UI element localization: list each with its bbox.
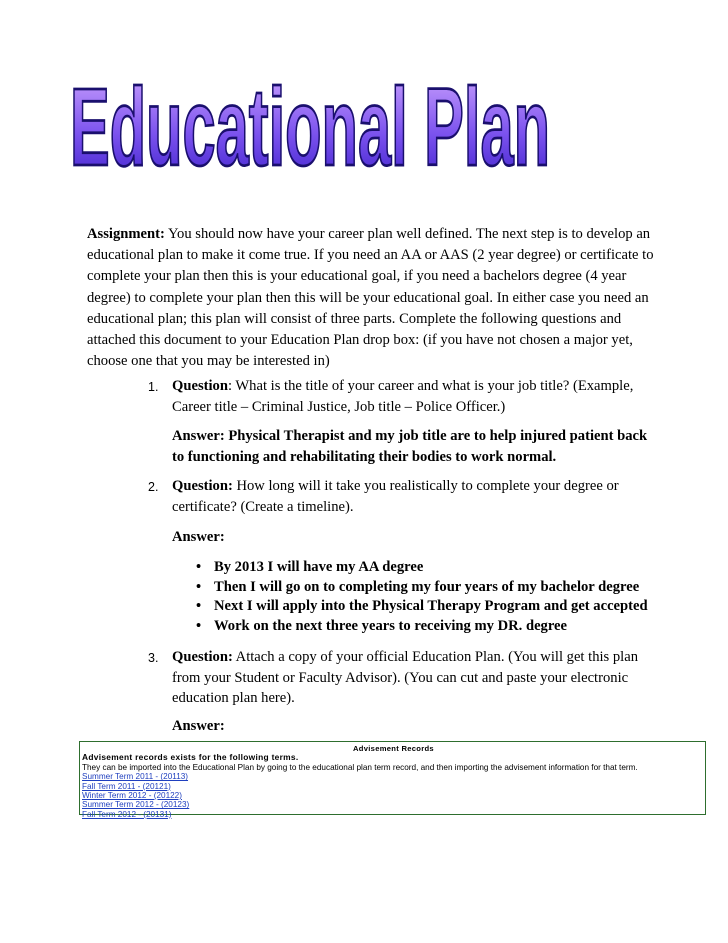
term-link[interactable]: Summer Term 2012 - (20123) bbox=[82, 800, 190, 810]
answer-1: Answer: Physical Therapist and my job title are to help injured patient back to functioning and rehabilitating their bodies to work normal. bbox=[172, 428, 648, 465]
question-2-text: How long will it take you realistically to complete your degree or certificate? (Create a timeline). bbox=[172, 478, 619, 515]
list-item-text: Then I will go on to completing my four years of my bachelor degree bbox=[214, 578, 640, 595]
list-item bbox=[196, 597, 676, 617]
question-2 bbox=[148, 476, 658, 517]
question-3-text: Attach a copy of your official Education Plan. (You will get this plan from your Student or Faculty Advisor). (You can cut and paste your electronic education plan here). bbox=[172, 649, 638, 706]
list-item-text: Next I will apply into the Physical Therapy Program and get accepted bbox=[214, 598, 648, 615]
records-header: Advisement Records bbox=[353, 744, 434, 753]
records-note: They can be imported into the Educational Plan by going to the educational plan term record, and then importing the advisement information for that term. bbox=[82, 762, 638, 772]
term-link[interactable]: Summer Term 2011 - (20113) bbox=[82, 772, 189, 782]
records-bold-line: Advisement records exists for the following terms. bbox=[82, 752, 299, 763]
page-title: Educational Plan bbox=[70, 70, 550, 190]
list-item bbox=[196, 558, 676, 578]
term-link[interactable]: Winter Term 2012 - (20122) bbox=[82, 791, 182, 801]
assignment-paragraph bbox=[87, 224, 662, 372]
question-2-number: 2. bbox=[148, 480, 159, 494]
answer-3-label: Answer: bbox=[172, 718, 225, 734]
answer-2-label: Answer: bbox=[172, 529, 225, 545]
timeline-list bbox=[196, 558, 676, 636]
bullet-icon: • bbox=[196, 559, 202, 575]
question-1-label: Question bbox=[172, 378, 228, 394]
advisement-records-box bbox=[79, 741, 706, 819]
question-3-number: 3. bbox=[148, 651, 159, 665]
title-banner bbox=[0, 70, 728, 190]
list-item-text: By 2013 I will have my AA degree bbox=[214, 559, 424, 575]
question-2-label: Question: bbox=[172, 478, 233, 494]
term-link[interactable]: Fall Term 2012 - (20131) bbox=[82, 809, 172, 819]
bullet-icon: • bbox=[196, 598, 202, 615]
question-1 bbox=[148, 376, 658, 417]
bullet-icon: • bbox=[196, 617, 202, 634]
question-3-label: Question: bbox=[172, 649, 233, 665]
list-item bbox=[196, 578, 676, 598]
bullet-icon: • bbox=[196, 578, 202, 595]
question-1-number: 1. bbox=[148, 380, 159, 394]
list-item-text: Work on the next three years to receiving my DR. degree bbox=[214, 617, 568, 634]
term-link[interactable]: Fall Term 2011 - (20121) bbox=[82, 781, 171, 791]
question-3 bbox=[148, 647, 658, 709]
assignment-text: You should now have your career plan well defined. The next step is to develop an educational plan to make it come true. If you need an AA or AAS (2 year degree) or certificate to complete your plan then this is your educational goal, if you need a bachelors degree (4 year degree) to complete your plan then this will be your educational goal. In either case you need an educational plan; this plan will consist of three parts. Complete the following questions and attached this document to your Education Plan drop box: (if you have not chosen a major yet, choose one that you may be interested in) bbox=[87, 226, 654, 370]
list-item bbox=[196, 617, 676, 637]
title-wordart bbox=[0, 70, 728, 190]
assignment-label: Assignment: bbox=[87, 226, 165, 242]
question-1-text: : What is the title of your career and what is your job title? (Example, Career title – Criminal Justice, Job title – Police Officer.) bbox=[172, 378, 634, 415]
